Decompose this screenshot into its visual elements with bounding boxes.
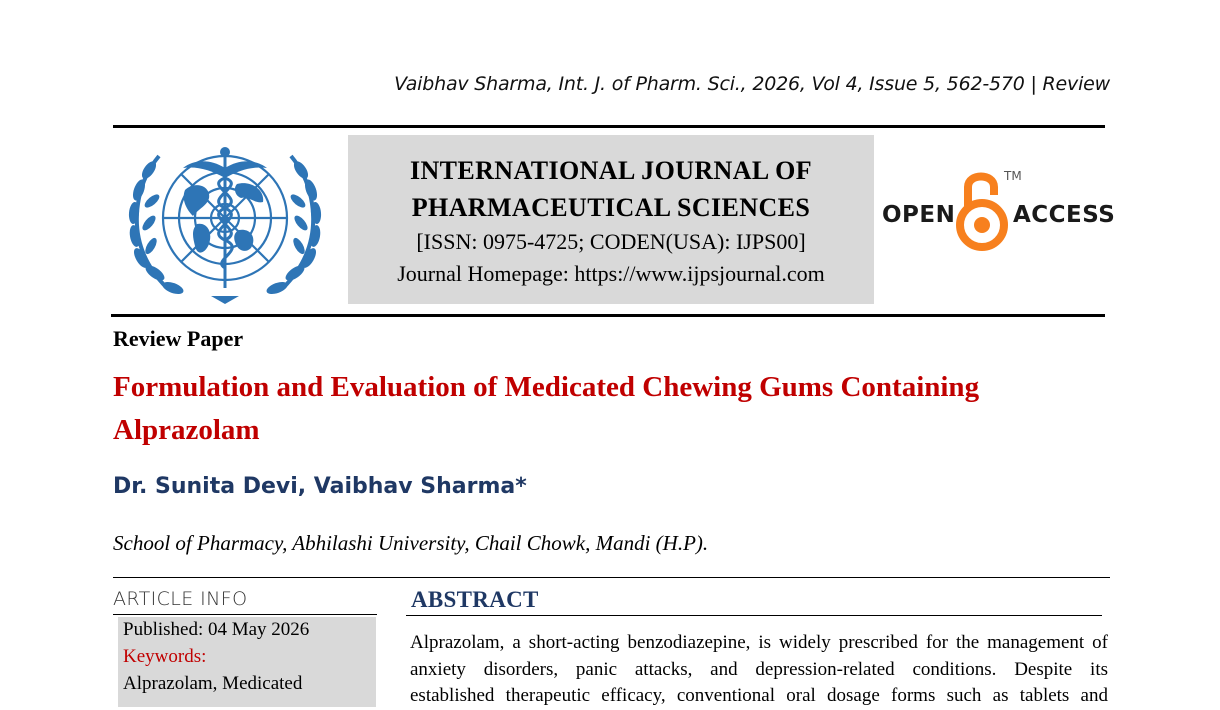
abstract-line: anxiety disorders, panic attacks, and depression-related conditions. Despite its xyxy=(410,658,1108,680)
abstract-line: established therapeutic efficacy, conventional oral dosage forms such as tablets and xyxy=(410,685,1108,706)
open-access-open-text: OPEN xyxy=(882,202,956,228)
globe-caduceus-emblem-icon xyxy=(127,138,323,306)
journal-homepage[interactable]: Journal Homepage: https://www.ijpsjournal.com xyxy=(397,261,825,286)
trademark-mark: TM xyxy=(1004,169,1022,183)
keywords-list: Alprazolam, Medicated xyxy=(123,673,303,694)
abstract-line: Alprazolam, a short-acting benzodiazepine, is widely prescribed for the management of xyxy=(410,632,1108,653)
affiliation: School of Pharmacy, Abhilashi University, Chail Chowk, Mandi (H.P). xyxy=(113,531,709,555)
header-top-rule xyxy=(113,125,1105,128)
header-bottom-rule xyxy=(111,314,1105,317)
journal-name-line2: PHARMACEUTICAL SCIENCES xyxy=(411,193,811,222)
author-list: Dr. Sunita Devi, Vaibhav Sharma* xyxy=(113,474,527,499)
article-info-rule xyxy=(113,614,377,615)
keywords-label: Keywords: xyxy=(123,646,207,667)
open-lock-icon xyxy=(954,165,1010,251)
citation-line: Vaibhav Sharma, Int. J. of Pharm. Sci., 2026, Vol 4, Issue 5, 562-570 | Review xyxy=(394,73,1110,95)
abstract-heading: ABSTRACT xyxy=(411,587,539,612)
abstract-body xyxy=(410,630,1108,710)
journal-name-line1: INTERNATIONAL JOURNAL OF xyxy=(409,156,813,185)
journal-masthead-box xyxy=(348,135,874,304)
article-info-heading: ARTICLE INFO xyxy=(113,588,248,610)
article-info-box xyxy=(118,617,376,707)
abstract-rule xyxy=(406,615,1102,616)
published-date: Published: 04 May 2026 xyxy=(123,619,310,640)
journal-issn: [ISSN: 0975-4725; CODEN(USA): IJPS00] xyxy=(416,229,806,254)
paper-title: Formulation and Evaluation of Medicated Chewing Gums Containing Alprazolam xyxy=(113,371,980,446)
open-access-access-text: ACCESS xyxy=(1013,202,1116,228)
section-divider xyxy=(113,577,1110,578)
paper-type: Review Paper xyxy=(113,326,244,351)
open-access-logo xyxy=(880,165,1116,253)
